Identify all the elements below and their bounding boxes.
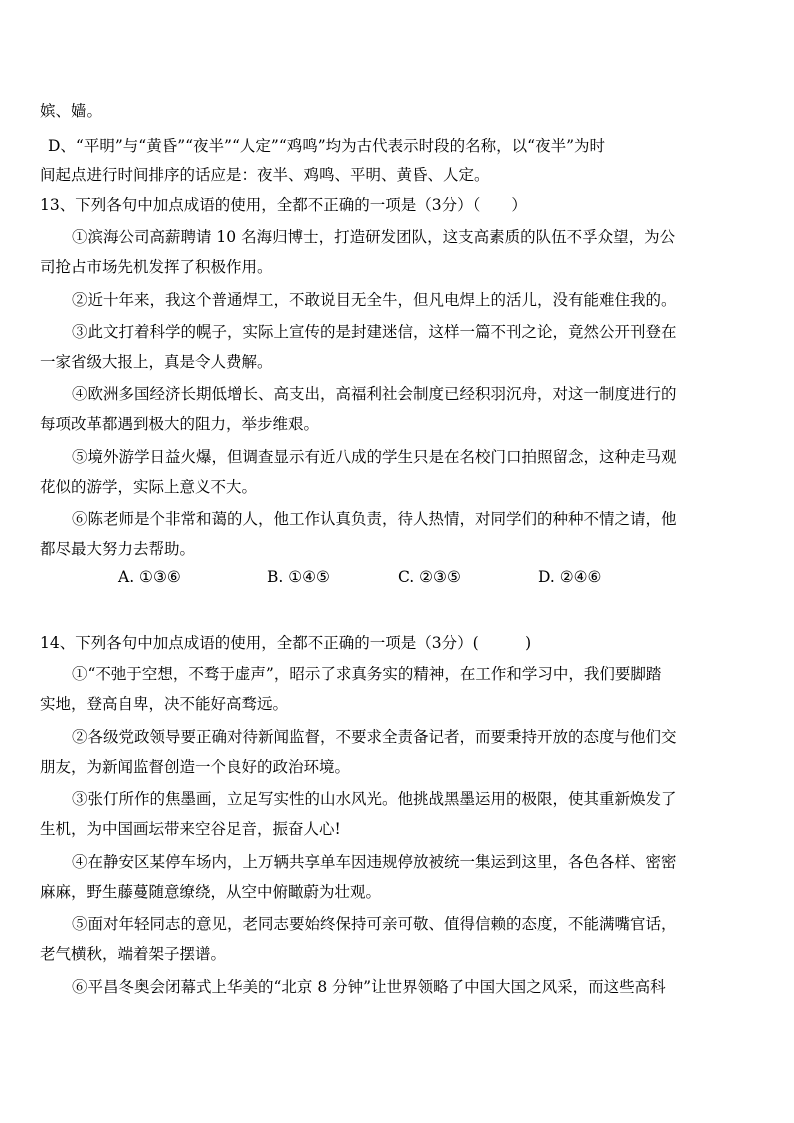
q13-sentence-6-line2: 都尽最大努力去帮助。 [40,540,196,558]
choice-c: C. ②③⑤ [398,568,461,586]
question-14-stem: 14、下列各句中加点成语的使用，全都不正确的一项是（3分）( ) [40,634,532,652]
q13-answer-choices [0,568,794,590]
continuation-line: 嫔、嫱。 [40,102,103,120]
q13-sentence-1-line2: 司抢占市场先机发挥了积极作用。 [40,258,273,276]
q14-sentence-4-line2: 麻麻，野生藤蔓随意缭绕，从空中俯瞰蔚为壮观。 [40,883,382,901]
q13-sentence-6-line1: ⑥陈老师是个非常和蔼的人，他工作认真负责，待人热情，对同学们的种种不情之请，他 [72,510,677,528]
q13-sentence-4-line2: 每项改革都遇到极大的阻力，举步维艰。 [40,415,320,433]
q13-sentence-5-line2: 花似的游学，实际上意义不大。 [40,478,258,496]
option-d-line1: D、“平明”与“黄昏”“夜半”“人定”“鸡鸣”均为古代表示时段的名称，以“夜半”为时 [48,137,606,155]
choice-a: A. ①③⑥ [118,568,181,586]
choice-d: D. ②④⑥ [538,568,602,586]
q14-sentence-4-line1: ④在静安区某停车场内，上万辆共享单车因违规停放被统一集运到这里，各色各样、密密 [72,853,677,871]
q14-sentence-1-line2: 实地，登高自卑，决不能好高骛远。 [40,695,289,713]
choice-b: B. ①④⑤ [267,568,330,586]
option-d-line2: 间起点进行时间排序的话应是：夜半、鸡鸣、平明、黄昏、人定。 [40,166,490,184]
q14-sentence-5-line2: 老气横秋，端着架子摆谱。 [40,945,227,963]
q14-sentence-6-line1: ⑥平昌冬奥会闭幕式上华美的“北京 8 分钟”让世界领略了中国大国之风采，而这些高科 [72,978,666,996]
q13-sentence-3-line1: ③此文打着科学的幌子，实际上宣传的是封建迷信，这样一篇不刊之论，竟然公开刊登在 [72,323,677,341]
q14-sentence-3-line1: ③张仃所作的焦墨画，立足写实性的山水风光。他挑战黑墨运用的极限，使其重新焕发了 [72,790,677,808]
q13-sentence-3-line2: 一家省级大报上，真是令人费解。 [40,353,273,371]
q14-sentence-2-line1: ②各级党政领导要正确对待新闻监督，不要求全责备记者，而要秉持开放的态度与他们交 [72,728,677,746]
q14-sentence-1-line1: ①“不弛于空想，不骛于虚声”，昭示了求真务实的精神，在工作和学习中，我们要脚踏 [72,665,662,683]
q14-sentence-5-line1: ⑤面对年轻同志的意见，老同志要始终保持可亲可敬、值得信赖的态度，不能满嘴官话， [72,915,677,933]
q13-sentence-2: ②近十年来，我这个普通焊工，不敢说目无全牛，但凡电焊上的活儿，没有能难住我的。 [72,291,677,309]
q13-sentence-4-line1: ④欧洲多国经济长期低增长、高支出，高福利社会制度已经积羽沉舟，对这一制度进行的 [72,385,677,403]
question-13-stem: 13、下列各句中加点成语的使用，全都不正确的一项是（3分）（ ） [40,196,527,214]
q14-sentence-3-line2: 生机，为中国画坛带来空谷足音，振奋人心! [40,820,341,838]
q13-sentence-1-line1: ①滨海公司高薪聘请 10 名海归博士，打造研发团队，这支高素质的队伍不孚众望，为公 [72,228,676,246]
q13-sentence-5-line1: ⑤境外游学日益火爆，但调查显示有近八成的学生只是在名校门口拍照留念，这种走马观 [72,448,677,466]
q14-sentence-2-line2: 朋友，为新闻监督创造一个良好的政治环境。 [40,758,351,776]
